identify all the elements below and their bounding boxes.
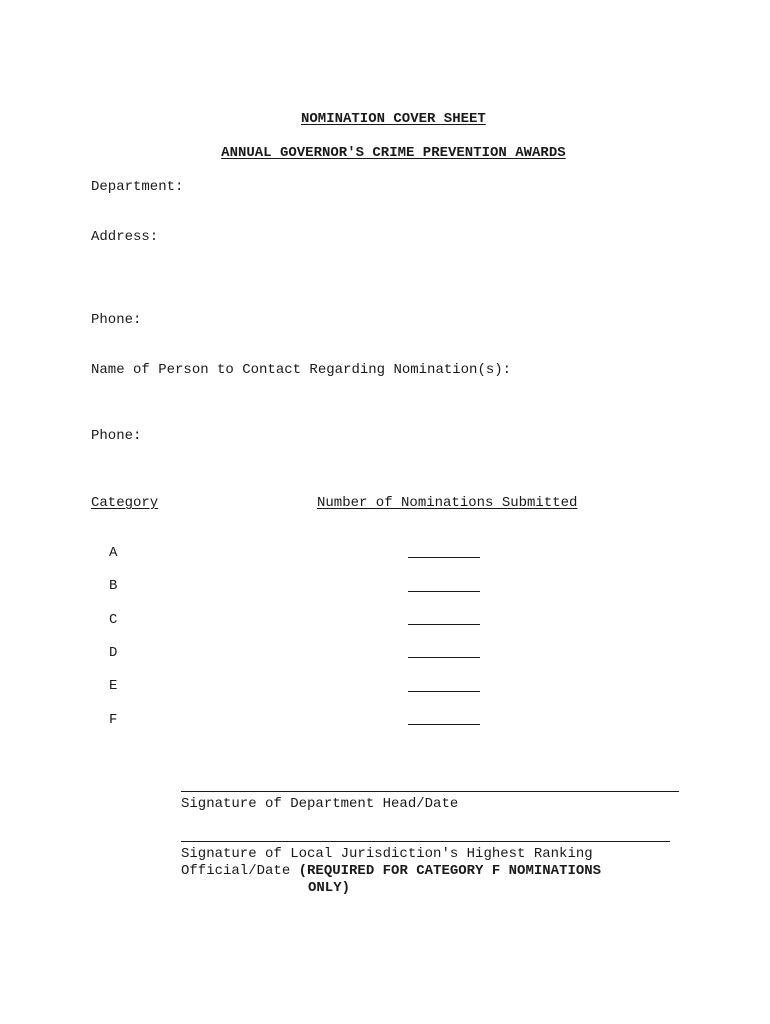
category-c-count-blank[interactable] — [408, 624, 480, 625]
address-label: Address: — [91, 229, 159, 245]
category-f-requirement-note-end: ONLY) — [308, 880, 351, 896]
category-f-requirement-note: (REQUIRED FOR CATEGORY F NOMINATIONS — [298, 863, 602, 879]
category-b-count-blank[interactable] — [408, 591, 480, 592]
category-e-label: E — [109, 678, 118, 694]
official-signature-line[interactable] — [181, 841, 670, 842]
category-d-label: D — [109, 645, 118, 661]
category-header: Category — [91, 495, 159, 511]
category-f-count-blank[interactable] — [408, 724, 480, 725]
category-e-count-blank[interactable] — [408, 691, 480, 692]
category-a-count-blank[interactable] — [408, 557, 480, 558]
department-label: Department: — [91, 179, 184, 195]
phone-label: Phone: — [91, 312, 142, 328]
category-d-count-blank[interactable] — [408, 657, 480, 658]
contact-phone-label: Phone: — [91, 428, 142, 444]
official-signature-label-line1: Signature of Local Jurisdiction's Highest Ranking — [181, 846, 593, 862]
document-subtitle: ANNUAL GOVERNOR'S CRIME PREVENTION AWARDS — [221, 145, 566, 161]
category-c-label: C — [109, 612, 118, 628]
official-signature-label-line2 — [181, 863, 601, 880]
category-a-label: A — [109, 545, 118, 561]
contact-label: Name of Person to Contact Regarding Nomination(s): — [91, 362, 512, 378]
nominations-count-header: Number of Nominations Submitted — [317, 495, 578, 511]
category-f-label: F — [109, 712, 118, 728]
category-b-label: B — [109, 578, 118, 594]
official-date-label: Official/Date — [181, 863, 299, 879]
department-head-signature-line[interactable] — [181, 791, 679, 792]
document-title: NOMINATION COVER SHEET — [300, 111, 486, 127]
department-head-signature-label: Signature of Department Head/Date — [181, 796, 459, 812]
